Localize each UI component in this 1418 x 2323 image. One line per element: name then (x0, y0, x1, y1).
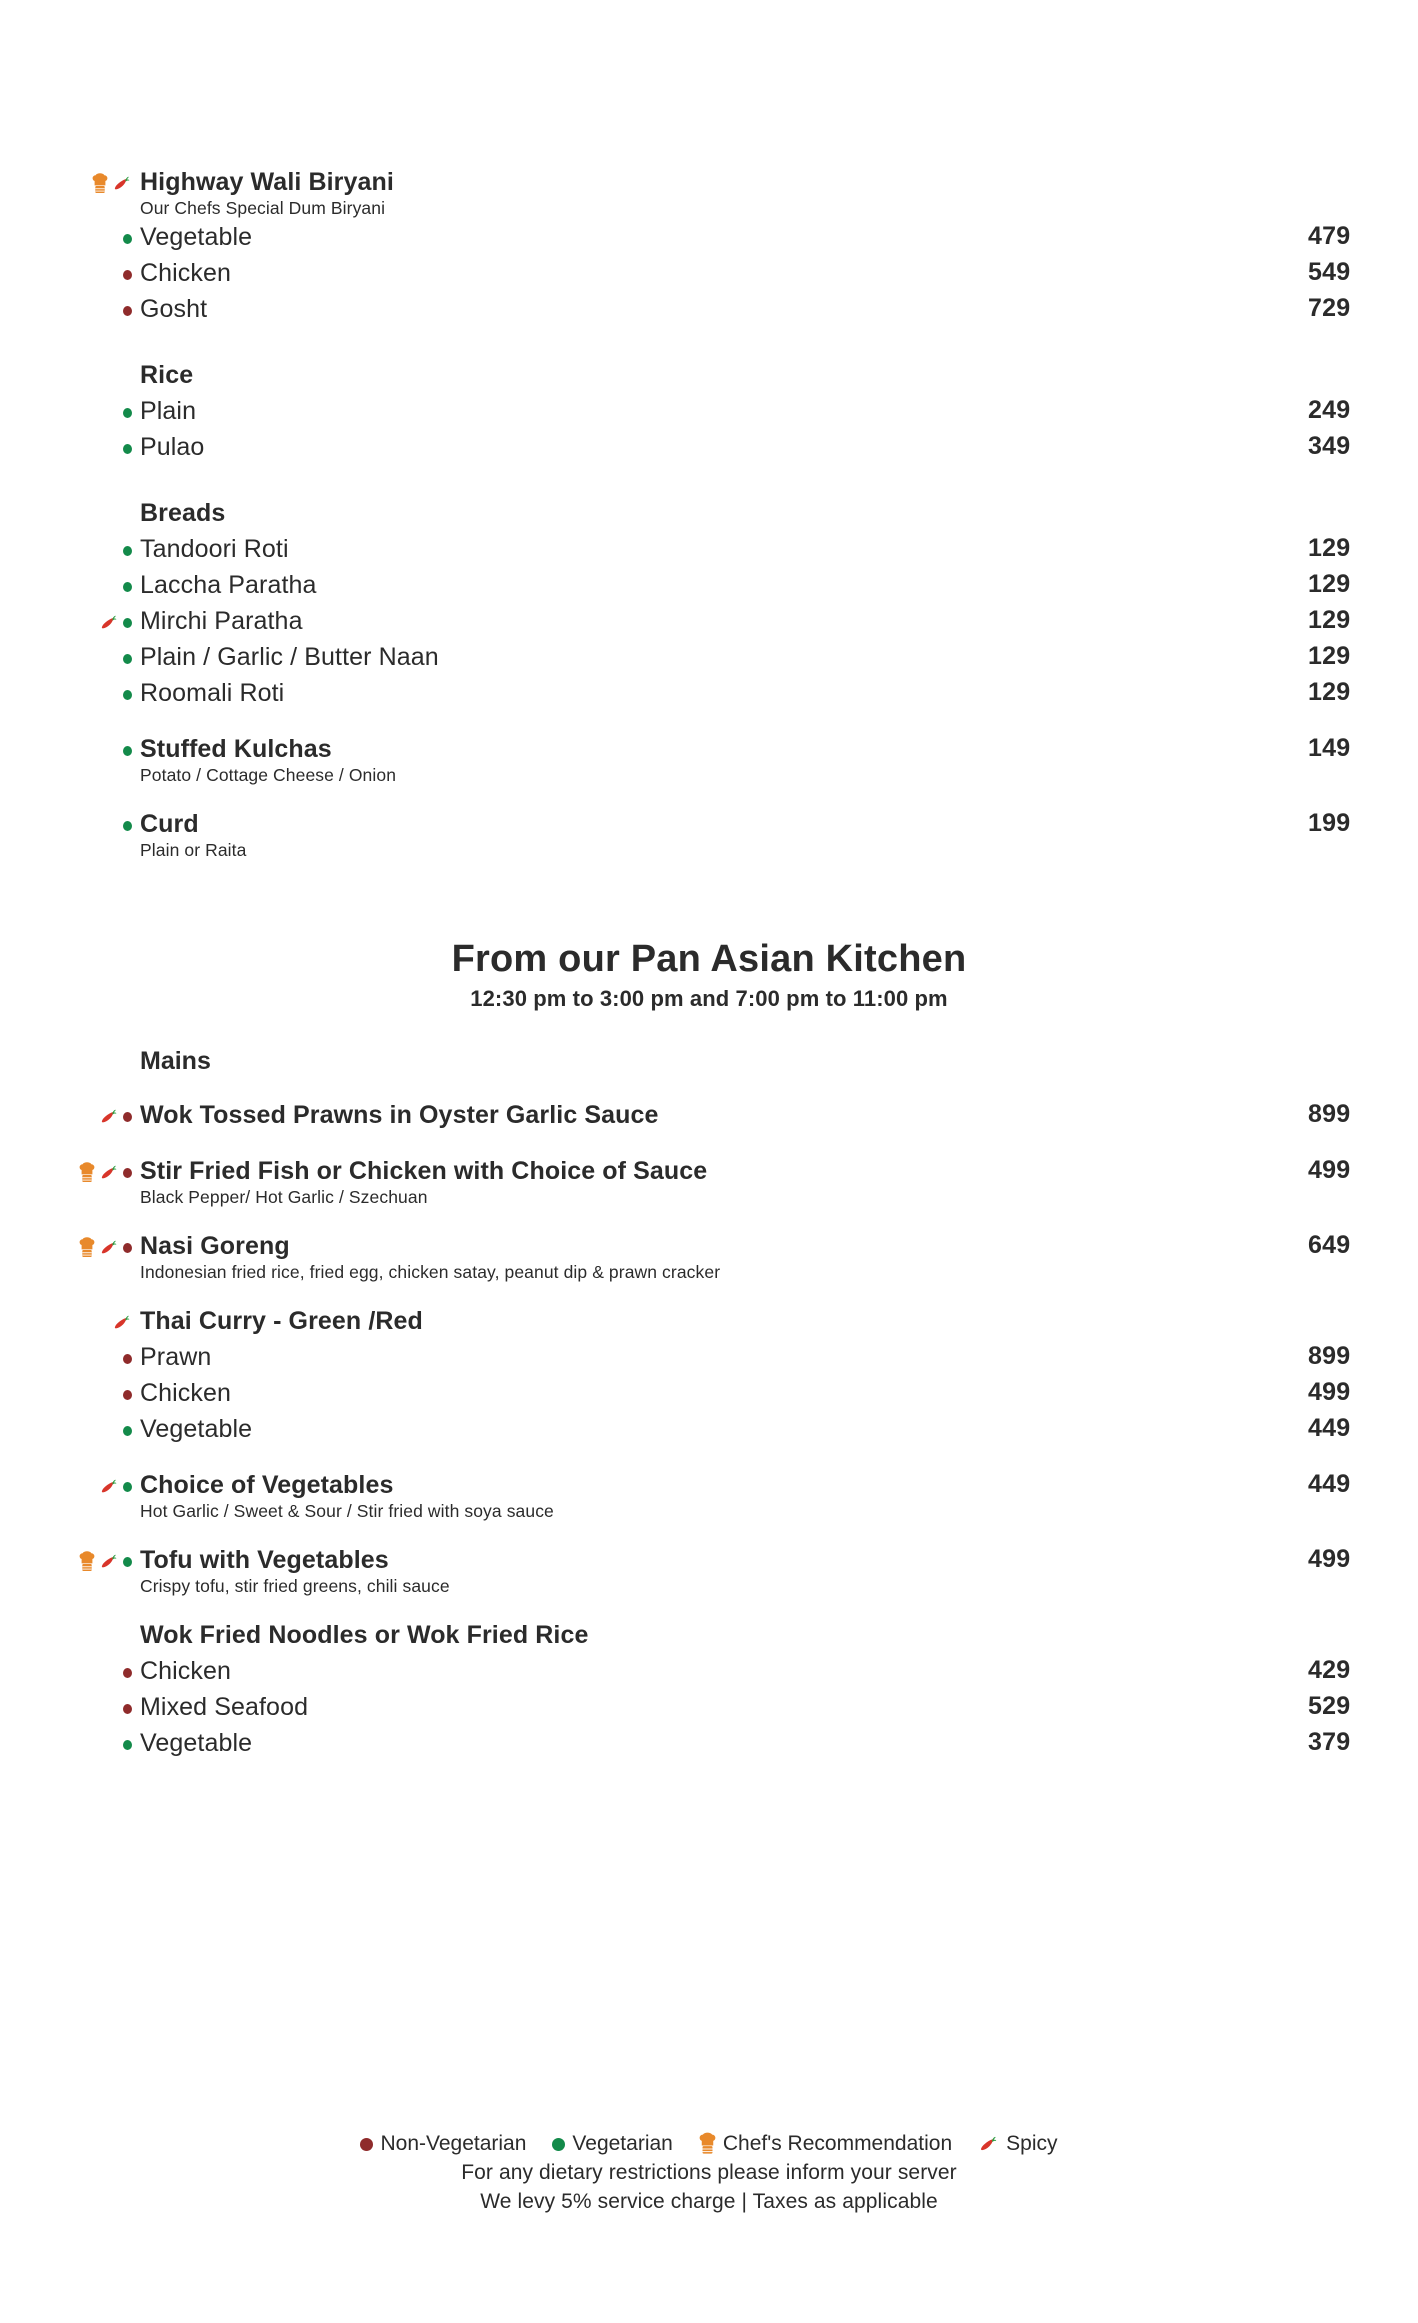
item-body (140, 1412, 1308, 1446)
spacer (0, 1014, 1418, 1044)
item-price: 479 (1308, 222, 1351, 250)
item-price: 129 (1308, 678, 1351, 706)
legend (0, 2130, 1418, 2158)
item-icons (0, 358, 140, 394)
legend-label: Non-Vegetarian (380, 2132, 527, 2155)
spacer (0, 906, 1418, 936)
group-title: Wok Fried Noodles or Wok Fried Rice (140, 1621, 589, 1649)
item-description: Hot Garlic / Sweet & Sour / Stir fried with soya sauce (140, 1501, 554, 1521)
spacer (0, 712, 1418, 732)
item-price: 899 (1308, 1100, 1351, 1128)
item-body (140, 568, 1308, 602)
item-body (140, 1098, 1308, 1132)
item-icons (0, 1690, 140, 1726)
item-icons (0, 568, 140, 604)
item-name: Roomali Roti (140, 679, 285, 707)
item-name: Chicken (140, 1379, 232, 1407)
item-body (140, 532, 1308, 566)
item-name: Mirchi Paratha (140, 607, 303, 635)
spacer (0, 1523, 1418, 1543)
item-description: Plain or Raita (140, 840, 247, 860)
item-icons (0, 640, 140, 676)
toque-icon (79, 1237, 95, 1259)
item-body (140, 1543, 1308, 1598)
item-body (140, 604, 1308, 638)
item-name: Stuffed Kulchas (140, 735, 332, 763)
menu-item-row (0, 732, 1418, 787)
group-title: Thai Curry - Green /Red (140, 1307, 423, 1335)
item-body (140, 732, 1308, 787)
item-icons (0, 676, 140, 712)
menu-item-row (0, 1412, 1418, 1448)
veg-dot (123, 746, 132, 756)
nonveg-dot (123, 1668, 132, 1678)
item-price: 129 (1308, 642, 1351, 670)
item-price: 649 (1308, 1231, 1351, 1259)
veg-dot (123, 1557, 132, 1567)
group-title: Breads (140, 499, 226, 527)
item-price: 129 (1308, 606, 1351, 634)
chili-icon (99, 1163, 119, 1183)
item-icons (0, 1543, 140, 1579)
item-body (140, 640, 1308, 674)
item-icons (0, 1468, 140, 1504)
group-header-row (0, 358, 1418, 394)
item-body (140, 1618, 1308, 1652)
item-name: Mixed Seafood (140, 1693, 309, 1721)
item-name: Choice of Vegetables (140, 1471, 394, 1499)
menu-item-row (0, 1098, 1418, 1134)
item-icons (0, 496, 140, 532)
item-icons (0, 1098, 140, 1134)
item-price: 529 (1308, 1692, 1351, 1720)
item-name: Pulao (140, 433, 205, 461)
veg-dot (123, 1740, 132, 1750)
menu-item-row (0, 430, 1418, 466)
item-description: Indonesian fried rice, fried egg, chicken satay, peanut dip & prawn cracker (140, 1262, 721, 1282)
item-body (140, 1229, 1308, 1284)
group-title: Rice (140, 361, 194, 389)
menu-item-row (0, 604, 1418, 640)
legend-label: Vegetarian (572, 2132, 673, 2155)
item-name: Plain / Garlic / Butter Naan (140, 643, 439, 671)
spacer (0, 1209, 1418, 1229)
menu-item-row (0, 292, 1418, 328)
spacer (0, 1078, 1418, 1098)
item-price: 199 (1308, 809, 1351, 837)
chili-icon (99, 1552, 119, 1572)
item-name: Curd (140, 810, 199, 838)
item-name: Chicken (140, 259, 232, 287)
item-body (140, 1726, 1308, 1760)
item-body (140, 1340, 1308, 1374)
item-body (140, 358, 1308, 392)
item-price: 499 (1308, 1545, 1351, 1573)
veg-dot (123, 1482, 132, 1492)
veg-dot (123, 234, 132, 244)
group-header-row (0, 1304, 1418, 1340)
item-body (140, 292, 1308, 326)
item-name: Tofu with Vegetables (140, 1546, 389, 1574)
item-icons (0, 1304, 140, 1340)
veg-dot (123, 618, 132, 628)
item-icons (0, 532, 140, 568)
veg-dot (123, 1426, 132, 1436)
spacer (0, 787, 1418, 807)
item-icons (0, 220, 140, 256)
item-icons (0, 604, 140, 640)
item-price: 499 (1308, 1156, 1351, 1184)
item-icons (0, 1154, 140, 1190)
item-icons (0, 807, 140, 843)
item-icons (0, 1412, 140, 1448)
menu-item-row (0, 1726, 1418, 1762)
nonveg-dot (123, 1243, 132, 1253)
spacer (0, 466, 1418, 496)
chili-icon (978, 2134, 999, 2155)
item-price: 379 (1308, 1728, 1351, 1756)
item-body (140, 220, 1308, 254)
menu-item-row (0, 1543, 1418, 1598)
nonveg-dot (123, 270, 132, 280)
menu-item-row (0, 1154, 1418, 1209)
group-header-row (0, 1618, 1418, 1654)
veg-dot (123, 690, 132, 700)
veg-dot (123, 582, 132, 592)
chili-icon (112, 1313, 132, 1333)
item-body (140, 256, 1308, 290)
spacer (0, 1448, 1418, 1468)
item-price: 129 (1308, 534, 1351, 562)
legend-item (978, 2130, 1057, 2158)
item-icons (0, 1376, 140, 1412)
veg-dot (123, 444, 132, 454)
item-description: Potato / Cottage Cheese / Onion (140, 765, 397, 785)
item-body (140, 807, 1308, 862)
pan-asian-title: From our Pan Asian Kitchen (451, 938, 967, 980)
pan-asian-items (0, 1078, 1418, 1762)
veg-dot (552, 2138, 565, 2151)
item-description: Crispy tofu, stir fried greens, chili sauce (140, 1576, 450, 1596)
item-name: Prawn (140, 1343, 212, 1371)
spacer (0, 1284, 1418, 1304)
menu-footer (0, 2130, 1418, 2216)
toque-icon (92, 173, 108, 195)
chili-icon (99, 1477, 119, 1497)
menu-item-row (0, 532, 1418, 568)
item-body (140, 394, 1308, 428)
item-price: 899 (1308, 1342, 1351, 1370)
menu-item-row (0, 807, 1418, 862)
nonveg-dot (123, 1354, 132, 1364)
item-price: 129 (1308, 570, 1351, 598)
item-body (140, 1690, 1308, 1724)
item-icons (0, 256, 140, 292)
item-price: 429 (1308, 1656, 1351, 1684)
item-price: 349 (1308, 432, 1351, 460)
nonveg-dot (123, 306, 132, 316)
group-title: Highway Wali Biryani (140, 168, 394, 196)
nonveg-dot (123, 1168, 132, 1178)
item-body (140, 430, 1308, 464)
menu-item-row (0, 394, 1418, 430)
toque-icon (79, 1551, 95, 1573)
item-name: Vegetable (140, 223, 253, 251)
chili-icon (99, 1238, 119, 1258)
item-price: 149 (1308, 734, 1351, 762)
menu-item-row (0, 640, 1418, 676)
veg-dot (123, 821, 132, 831)
spacer (0, 1598, 1418, 1618)
menu-item-row (0, 1654, 1418, 1690)
menu-item-row (0, 256, 1418, 292)
group-header-row (0, 496, 1418, 532)
item-price (1308, 358, 1418, 360)
legend-label: Chef's Recommendation (722, 2132, 953, 2155)
item-body (140, 676, 1308, 710)
menu-item-row (0, 1376, 1418, 1412)
item-name: Plain (140, 397, 197, 425)
item-price: 249 (1308, 396, 1351, 424)
item-price (1308, 165, 1418, 167)
item-body (140, 165, 1308, 220)
menu-item-row (0, 1340, 1418, 1376)
mains-subheading: Mains (140, 1047, 211, 1075)
legend-item (699, 2130, 952, 2158)
service-charge-note: We levy 5% service charge | Taxes as applicable (480, 2190, 938, 2213)
chili-icon (112, 174, 132, 194)
item-body (140, 1154, 1308, 1209)
item-icons (0, 732, 140, 768)
item-icons (0, 430, 140, 466)
veg-dot (123, 654, 132, 664)
dietary-note: For any dietary restrictions please inform your server (461, 2161, 957, 2184)
nonveg-dot (123, 1390, 132, 1400)
item-icons (0, 394, 140, 430)
item-price: 449 (1308, 1470, 1351, 1498)
item-name: Stir Fried Fish or Chicken with Choice of Sauce (140, 1157, 708, 1185)
spacer (0, 328, 1418, 358)
item-icons (0, 1618, 140, 1654)
toque-icon (79, 1162, 95, 1184)
item-name: Tandoori Roti (140, 535, 289, 563)
item-body (140, 1468, 1308, 1523)
menu-item-row (0, 220, 1418, 256)
item-body (140, 1376, 1308, 1410)
item-price: 729 (1308, 294, 1351, 322)
item-icons (0, 1726, 140, 1762)
spacer (0, 1134, 1418, 1154)
menu-item-row (0, 568, 1418, 604)
item-name: Nasi Goreng (140, 1232, 290, 1260)
item-name: Chicken (140, 1657, 232, 1685)
chili-icon (99, 613, 119, 633)
legend-item (552, 2130, 672, 2158)
item-icons (0, 1654, 140, 1690)
item-body (140, 1304, 1308, 1338)
toque-icon (699, 2132, 716, 2156)
item-description: Our Chefs Special Dum Biryani (140, 198, 386, 218)
spacer (0, 862, 1418, 906)
nonveg-dot (123, 1112, 132, 1122)
item-price (1308, 496, 1418, 498)
item-name: Wok Tossed Prawns in Oyster Garlic Sauce (140, 1101, 659, 1129)
pan-asian-timing: 12:30 pm to 3:00 pm and 7:00 pm to 11:00 pm (470, 986, 948, 1011)
veg-dot (123, 546, 132, 556)
menu-item-row (0, 1229, 1418, 1284)
menu-item-row (0, 676, 1418, 712)
item-price: 549 (1308, 258, 1351, 286)
item-body (140, 496, 1308, 530)
item-price (1308, 1618, 1418, 1620)
indian-menu-section (0, 165, 1418, 862)
item-price: 499 (1308, 1378, 1351, 1406)
item-body (140, 1654, 1308, 1688)
nonveg-dot (123, 1704, 132, 1714)
item-name: Vegetable (140, 1729, 253, 1757)
menu-content (0, 165, 1418, 1762)
item-icons (0, 165, 140, 201)
item-name: Laccha Paratha (140, 571, 317, 599)
item-name: Vegetable (140, 1415, 253, 1443)
item-price: 449 (1308, 1414, 1351, 1442)
item-icons (0, 292, 140, 328)
item-description: Black Pepper/ Hot Garlic / Szechuan (140, 1187, 428, 1207)
item-icons (0, 1229, 140, 1265)
group-header-row (0, 165, 1418, 220)
legend-label: Spicy (1006, 2132, 1058, 2155)
chili-icon (99, 1107, 119, 1127)
menu-item-row (0, 1468, 1418, 1523)
nonveg-dot (360, 2138, 373, 2151)
veg-dot (123, 408, 132, 418)
pan-asian-header (0, 936, 1418, 1014)
menu-item-row (0, 1690, 1418, 1726)
item-price (1308, 1304, 1418, 1306)
item-icons (0, 1340, 140, 1376)
item-name: Gosht (140, 295, 208, 323)
legend-item (360, 2130, 526, 2158)
